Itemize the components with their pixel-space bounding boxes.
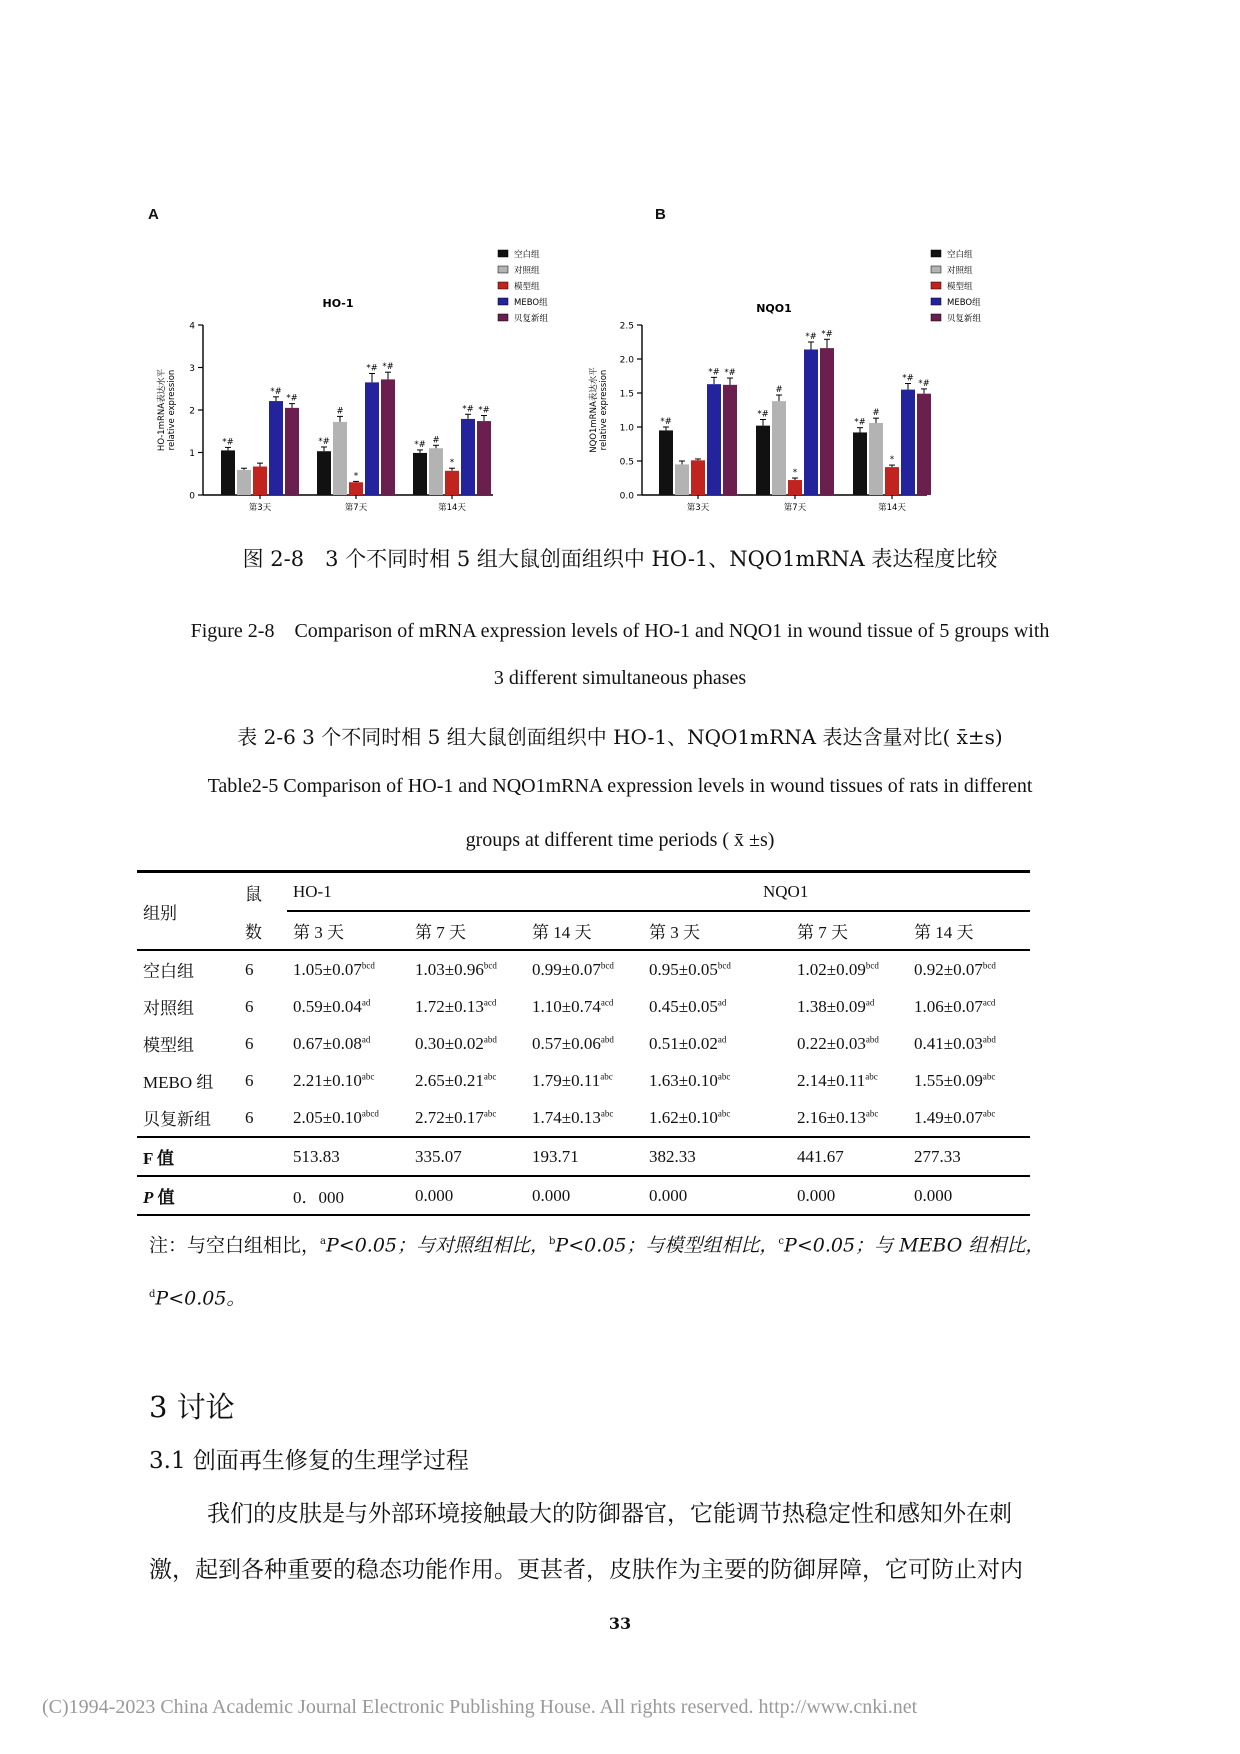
- expression-table: [137, 870, 1030, 1216]
- p-value: 0．000: [293, 1188, 344, 1207]
- table-row: [137, 1099, 1030, 1137]
- row-n: 6: [245, 959, 254, 979]
- f-value: 382.33: [649, 1146, 696, 1166]
- f-value: 513.83: [293, 1146, 340, 1166]
- header-n-top: 鼠: [245, 884, 262, 904]
- row-group-label: 模型组: [143, 1036, 194, 1055]
- significance-mark: #: [432, 435, 440, 446]
- bar: [333, 422, 347, 495]
- legend-label: 空白组: [514, 250, 540, 260]
- subsection-heading: 3.1 创面再生修复的生理学过程: [149, 1448, 469, 1474]
- y-tick-label: 1.0: [619, 423, 634, 434]
- bar: [269, 401, 283, 495]
- table-cell: 1.79±0.11$^{abc}$: [532, 1070, 613, 1090]
- bar: [820, 348, 834, 495]
- bar: [461, 419, 475, 495]
- legend-swatch: [931, 314, 941, 321]
- bar: [869, 423, 883, 495]
- legend-swatch: [498, 298, 508, 305]
- table-cell: 0.59±0.04$^{ad}$: [293, 996, 371, 1016]
- table-cell: 0.30±0.02$^{abd}$: [415, 1033, 497, 1053]
- header-ho1: HO-1: [287, 872, 643, 912]
- copyright-footer: (C)1994-2023 China Academic Journal Electronic Publishing House. All rights reserved. http://www.cnki.net: [42, 1696, 918, 1718]
- bar: [445, 471, 459, 495]
- significance-mark: *: [889, 455, 895, 466]
- table-cell: 0.92±0.07$^{bcd}$: [914, 959, 996, 979]
- x-tick-label: 第14天: [438, 503, 466, 513]
- table-cell: 2.16±0.13$^{abc}$: [797, 1107, 879, 1127]
- panel-a-letter: A: [148, 206, 159, 223]
- table-cell: 1.10±0.74$^{acd}$: [532, 996, 614, 1016]
- bar: [885, 467, 899, 495]
- bar: [917, 394, 931, 495]
- legend-swatch: [931, 250, 941, 257]
- table-cell: 0.22±0.03$^{abd}$: [797, 1033, 879, 1053]
- x-tick-label: 第7天: [344, 503, 368, 513]
- significance-mark: *#: [382, 362, 394, 373]
- x-tick-label: 第14天: [878, 503, 906, 513]
- row-group-label: MEBO 组: [143, 1073, 214, 1092]
- table-caption-en-line1: Table2-5 Comparison of HO-1 and NQO1mRNA expression levels in wound tissues of rats in different: [207, 775, 1033, 797]
- significance-mark: #: [336, 406, 344, 417]
- p-value: 0.000: [797, 1185, 836, 1205]
- y-tick-label: 0.5: [619, 457, 634, 468]
- header-n-bottom: 数: [245, 922, 262, 942]
- bar: [349, 482, 363, 495]
- table-cell: 2.65±0.21$^{abc}$: [415, 1070, 497, 1090]
- chart-title: HO-1: [322, 297, 354, 310]
- y-tick-label: 4: [189, 321, 195, 332]
- table-cell: 0.41±0.03$^{abd}$: [914, 1033, 996, 1053]
- significance-mark: *#: [478, 405, 490, 416]
- f-value-label: F 值: [143, 1149, 175, 1168]
- table-cell: 1.03±0.96$^{bcd}$: [415, 959, 497, 979]
- y-tick-label: 0: [189, 491, 195, 502]
- row-n: 6: [245, 1070, 254, 1090]
- row-n: 6: [245, 996, 254, 1016]
- subheader-ho1-day7: 第 7 天: [415, 923, 466, 942]
- significance-mark: *: [792, 468, 798, 478]
- table-cell: 1.55±0.09$^{abc}$: [914, 1070, 996, 1090]
- significance-mark: *: [449, 458, 455, 469]
- table-cell: 2.72±0.17$^{abc}$: [415, 1107, 497, 1127]
- legend-swatch: [931, 298, 941, 305]
- p-value: 0.000: [532, 1185, 571, 1205]
- bar: [253, 467, 267, 495]
- table-caption-cn: 表 2-6 3 个不同时相 5 组大鼠创面组织中 HO-1、NQO1mRNA 表达含量对比( x̄±s): [237, 725, 1003, 749]
- p-value: 0.000: [914, 1185, 953, 1205]
- legend-label: 模型组: [514, 282, 540, 292]
- x-tick-label: 第7天: [783, 503, 807, 513]
- table-cell: 0.99±0.07$^{bcd}$: [532, 959, 614, 979]
- significance-mark: *#: [270, 386, 282, 397]
- subheader-nqo1-day7: 第 7 天: [797, 923, 848, 942]
- significance-mark: *#: [414, 439, 426, 450]
- header-nqo1: NQO1: [643, 872, 1030, 912]
- body-paragraph-line2: 激，起到各种重要的稳态功能作用。更甚者，皮肤作为主要的防御屏障，它可防止对内: [149, 1557, 1023, 1583]
- significance-mark: *#: [918, 378, 930, 389]
- bar: [723, 385, 737, 495]
- table-cell: 0.57±0.06$^{abd}$: [532, 1033, 614, 1053]
- y-axis-label: NQO1mRNA表达水平: [589, 367, 599, 453]
- table-cell: 1.05±0.07$^{bcd}$: [293, 959, 375, 979]
- f-value: 441.67: [797, 1146, 844, 1166]
- subheader-nqo1-day14: 第 14 天: [914, 923, 974, 942]
- table-cell: 0.51±0.02$^{ad}$: [649, 1033, 727, 1053]
- significance-mark: *#: [462, 404, 474, 415]
- y-tick-label: 0.0: [619, 491, 634, 502]
- significance-mark: *#: [366, 363, 378, 374]
- p-value: 0.000: [649, 1185, 688, 1205]
- ho1-bar-chart: [150, 240, 590, 520]
- legend-label: MEBO组: [947, 298, 981, 308]
- p-value: 0.000: [415, 1185, 454, 1205]
- p-value-label: P 值: [143, 1188, 175, 1207]
- table-row: [137, 1025, 1030, 1062]
- table-row: [137, 950, 1030, 988]
- table-cell: $2.05\pm 0.10^{abcd}$: [293, 1107, 379, 1127]
- legend-swatch: [498, 314, 508, 321]
- f-value: 335.07: [415, 1146, 462, 1166]
- bar: [788, 480, 802, 495]
- table-cell: 1.02±0.09$^{bcd}$: [797, 959, 879, 979]
- significance-mark: *#: [902, 373, 914, 384]
- header-group: 组别: [143, 903, 177, 923]
- bar: [772, 401, 786, 495]
- table-cell: 0.67±0.08$^{ad}$: [293, 1033, 371, 1053]
- bar: [477, 421, 491, 495]
- significance-mark: *#: [318, 436, 330, 447]
- significance-mark: #: [872, 408, 880, 419]
- figure-caption-en-line1: Figure 2-8 Comparison of mRNA expression levels of HO-1 and NQO1 in wound tissue of 5 groups with: [190, 620, 1050, 642]
- bar: [659, 430, 673, 495]
- significance-mark: *#: [660, 417, 672, 427]
- table-cell: 1.49±0.07$^{abc}$: [914, 1107, 996, 1127]
- nqo1-bar-chart: [585, 240, 1015, 520]
- legend-swatch: [498, 250, 508, 257]
- bar: [853, 432, 867, 495]
- legend-label: 模型组: [947, 282, 973, 292]
- figure-caption-en-line2: 3 different simultaneous phases: [493, 667, 747, 689]
- y-axis-label-en: relative expression: [599, 369, 609, 451]
- significance-mark: #: [775, 385, 783, 396]
- significance-mark: *#: [821, 329, 833, 340]
- bar: [381, 379, 395, 495]
- figure-caption-cn: 图 2-8 3 个不同时相 5 组大鼠创面组织中 HO-1、NQO1mRNA 表达程度比较: [242, 547, 998, 571]
- row-n: 6: [245, 1107, 254, 1127]
- section-heading: 3 讨论: [149, 1390, 235, 1424]
- bar: [221, 450, 235, 495]
- row-group-label: 对照组: [143, 999, 194, 1018]
- f-value: 193.71: [532, 1146, 579, 1166]
- bar: [317, 451, 331, 495]
- table-cell: 2.14±0.11$^{abc}$: [797, 1070, 878, 1090]
- bar: [285, 408, 299, 495]
- bar: [691, 460, 705, 495]
- significance-mark: *#: [757, 409, 769, 420]
- legend-label: 对照组: [514, 266, 540, 276]
- legend-swatch: [931, 266, 941, 273]
- table-cell: 2.21±0.10$^{abc}$: [293, 1070, 375, 1090]
- y-tick-label: 2.0: [619, 355, 634, 366]
- bar: [675, 464, 689, 495]
- bar: [707, 384, 721, 495]
- y-tick-label: 1: [189, 449, 195, 459]
- bar: [804, 349, 818, 495]
- row-group-label: 贝复新组: [143, 1110, 211, 1129]
- row-n: 6: [245, 1033, 254, 1053]
- legend-label: 对照组: [947, 266, 973, 276]
- legend-label: 贝复新组: [514, 314, 549, 324]
- legend-label: 贝复新组: [947, 314, 982, 324]
- bar: [365, 382, 379, 495]
- table-cell: 1.74±0.13$^{abc}$: [532, 1107, 614, 1127]
- bar: [901, 390, 915, 495]
- table-cell: 0.95±0.05$^{bcd}$: [649, 959, 731, 979]
- significance-mark: *: [353, 471, 359, 482]
- table-caption-en-line2: groups at different time periods ( x̄ ±s): [465, 829, 775, 851]
- table-cell: 1.38±0.09$^{ad}$: [797, 996, 875, 1016]
- y-tick-label: 1.5: [619, 389, 634, 400]
- bar: [237, 470, 251, 495]
- bar: [756, 426, 770, 495]
- bar: [429, 448, 443, 495]
- x-tick-label: 第3天: [686, 503, 710, 513]
- table-row: [137, 1062, 1030, 1099]
- y-axis-label-en: relative expression: [167, 369, 177, 451]
- y-tick-label: 2: [189, 406, 195, 417]
- significance-mark: *#: [286, 393, 298, 404]
- significance-mark: *#: [222, 437, 234, 448]
- y-axis-label: HO-1mRNA表达水平: [157, 368, 167, 452]
- table-row: [137, 988, 1030, 1025]
- significance-mark: *#: [854, 417, 866, 428]
- significance-mark: *#: [805, 332, 817, 342]
- y-tick-label: 2.5: [619, 321, 634, 332]
- body-paragraph-line1: 我们的皮肤是与外部环境接触最大的防御器官，它能调节热稳定性和感知外在刺: [207, 1501, 1012, 1527]
- legend-label: MEBO组: [514, 298, 548, 308]
- subheader-ho1-day3: 第 3 天: [293, 923, 344, 942]
- legend-label: 空白组: [947, 250, 973, 260]
- y-tick-label: 3: [189, 364, 195, 374]
- f-value: 277.33: [914, 1146, 961, 1166]
- row-group-label: 空白组: [143, 962, 194, 981]
- table-cell: 0.45±0.05$^{ad}$: [649, 996, 727, 1016]
- page-number: 33: [608, 1614, 632, 1633]
- bar: [413, 453, 427, 495]
- table-cell: 1.62±0.10$^{abc}$: [649, 1107, 731, 1127]
- legend-swatch: [498, 282, 508, 289]
- panel-b-letter: B: [655, 206, 666, 223]
- table-note: 注：与空白组相比，$^a$P<0.05；与对照组相比，$^b$P<0.05；与模型组相比，$^c$P<0.05；与 MEBO 组相比， $^d$P<0.05。: [149, 1234, 1045, 1310]
- significance-mark: *#: [708, 367, 720, 378]
- subheader-nqo1-day3: 第 3 天: [649, 923, 700, 942]
- legend-swatch: [931, 282, 941, 289]
- subheader-ho1-day14: 第 14 天: [532, 923, 592, 942]
- legend-swatch: [498, 266, 508, 273]
- chart-title: NQO1: [756, 302, 792, 315]
- significance-mark: *#: [724, 368, 736, 379]
- table-cell: 1.63±0.10$^{abc}$: [649, 1070, 731, 1090]
- table-cell: 1.06±0.07$^{acd}$: [914, 996, 996, 1016]
- x-tick-label: 第3天: [248, 503, 272, 513]
- table-cell: 1.72±0.13$^{acd}$: [415, 996, 497, 1016]
